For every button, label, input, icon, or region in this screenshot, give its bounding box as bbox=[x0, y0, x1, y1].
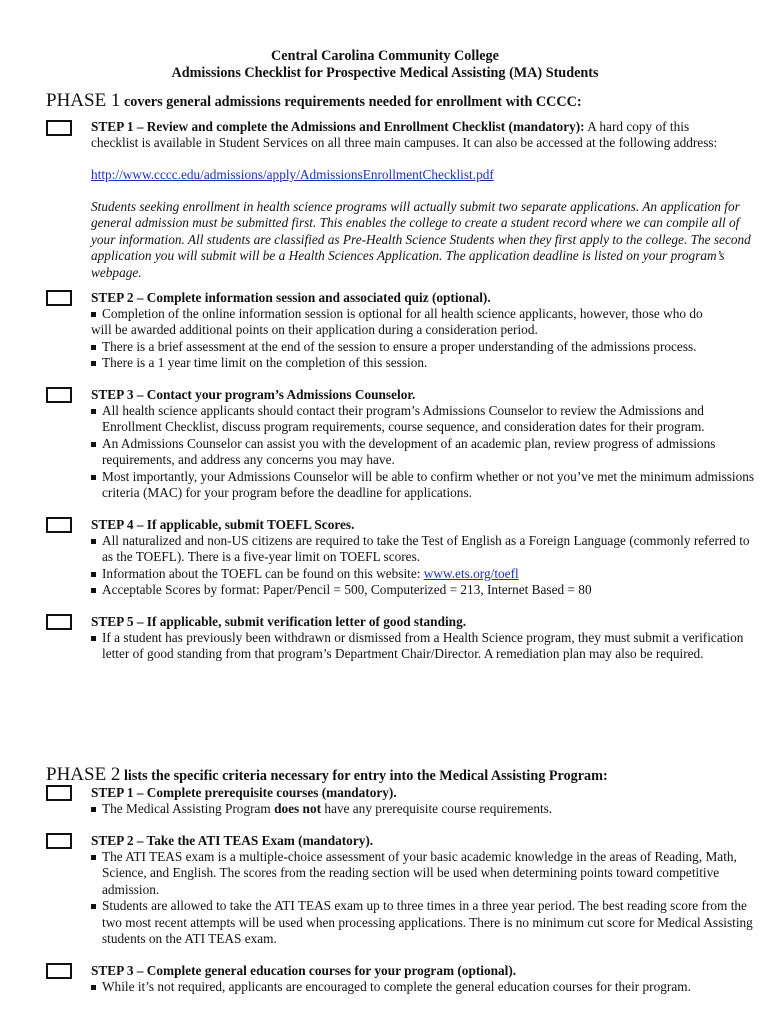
phase2-step3-bullets bbox=[91, 979, 757, 995]
phase1-step3-checkbox[interactable] bbox=[46, 387, 72, 403]
phase2-step1-checkbox[interactable] bbox=[46, 785, 72, 801]
checklist-title: Admissions Checklist for Prospective Medical Assisting (MA) Students bbox=[171, 65, 599, 81]
list-item bbox=[91, 801, 757, 817]
list-item bbox=[91, 566, 757, 582]
phase1-description: covers general admissions requirements needed for enrollment with CCCC: bbox=[123, 94, 582, 110]
list-item: Most importantly, your Admissions Counselor will be able to confirm whether or not you’ve met the minimum admissions criteria (MAC) for your program before the deadline for applications. bbox=[91, 469, 757, 502]
prereq-text-a: The Medical Assisting Program bbox=[102, 801, 271, 816]
toefl-info-text: Information about the TOEFL can be found on this website: bbox=[102, 565, 421, 581]
prereq-text-b: have any prerequisite course requirements. bbox=[324, 801, 553, 816]
phase1-step3-title: STEP 3 – Contact your program’s Admissions Counselor. bbox=[91, 387, 416, 402]
checklist-pdf-link[interactable]: http://www.cccc.edu/admissions/apply/AdmissionsEnrollmentChecklist.pdf bbox=[91, 167, 494, 182]
phase1-label: PHASE 1 bbox=[46, 90, 121, 111]
list-item: There is a 1 year time limit on the completion of this session. bbox=[91, 355, 757, 371]
phase2-step2-title: STEP 2 – Take the ATI TEAS Exam (mandatory). bbox=[91, 833, 374, 848]
phase1-step2-bullets bbox=[91, 306, 757, 372]
phase1-step3-bullets bbox=[91, 403, 757, 501]
phase2-step1-bullets bbox=[91, 801, 757, 817]
phase2-step2-heading bbox=[91, 833, 750, 849]
list-item: All health science applicants should contact their program’s Admissions Counselor to review the Admissions and Enrollment Checklist, discuss program requirements, course sequence, and consideration dates for their program. bbox=[91, 403, 757, 436]
phase2-step2-bullets bbox=[91, 849, 757, 947]
list-item: There is a brief assessment at the end of the session to ensure a proper understanding of the admissions process. bbox=[91, 339, 757, 355]
list-item: Acceptable Scores by format: Paper/Pencil = 500, Computerized = 213, Internet Based = 80 bbox=[91, 582, 757, 598]
phase1-step4-checkbox[interactable] bbox=[46, 517, 72, 533]
list-item: All naturalized and non-US citizens are required to take the Test of English as a Foreign Language (commonly referred to as the TOEFL). There is a five-year limit on TOEFL scores. bbox=[91, 533, 757, 566]
phase1-step5-checkbox[interactable] bbox=[46, 614, 72, 630]
phase2-step1-title: STEP 1 – Complete prerequisite courses (mandatory). bbox=[91, 785, 397, 800]
prereq-emphasis: does not bbox=[274, 801, 322, 816]
toefl-website-link[interactable]: www.ets.org/toefl bbox=[423, 565, 519, 581]
phase1-step4-bullets bbox=[91, 533, 757, 599]
phase1-step2-checkbox[interactable] bbox=[46, 290, 72, 306]
phase1-step1-title: STEP 1 – Review and complete the Admissions and Enrollment Checklist (mandatory): bbox=[91, 119, 585, 134]
phase1-step1-heading bbox=[91, 119, 750, 135]
phase1-step1-note: Students seeking enrollment in health science programs will actually submit two separate applications. An application for general admission must be submitted first. This enables the college to create a student record where we can compile all of your information. All students are classified as Pre-Health Science Students when they first apply to the college. The second application you will submit will be a Health Sciences Application. The application deadline is listed on your program’s webpage. bbox=[91, 199, 751, 280]
list-item-continued: will be awarded additional points on their application during a consideration period. bbox=[91, 322, 538, 338]
list-item: The ATI TEAS exam is a multiple-choice assessment of your basic academic knowledge in the areas of Reading, Math, Science, and English. The scores from the reading section will be used when determining points toward competitive admission. bbox=[91, 849, 757, 898]
phase2-label: PHASE 2 bbox=[46, 764, 121, 785]
phase1-step1-link-line bbox=[91, 167, 756, 183]
list-item: If a student has previously been withdrawn or dismissed from a Health Science program, they must submit a verification letter of good standing from that program’s Department Chair/Director. A remediation plan may also be required. bbox=[91, 630, 757, 663]
college-name: Central Carolina Community College bbox=[271, 48, 499, 64]
phase1-step2-heading bbox=[91, 290, 750, 306]
phase1-step5-heading bbox=[91, 614, 750, 630]
phase2-description: lists the specific criteria necessary for entry into the Medical Assisting Program: bbox=[123, 768, 608, 784]
phase2-step3-title: STEP 3 – Complete general education courses for your program (optional). bbox=[91, 963, 517, 978]
phase1-step3-heading bbox=[91, 387, 750, 403]
phase1-step1-checkbox[interactable] bbox=[46, 120, 72, 136]
phase2-heading bbox=[46, 764, 608, 786]
phase1-step1-text-cont: checklist is available in Student Services on all three main campuses. It can also be accessed at the following address: bbox=[91, 135, 718, 150]
list-item: Students are allowed to take the ATI TEAS exam up to three times in a three year period. The best reading score from the two most recent attempts will be used when processing applications. There is no minimum cut score for Medical Assisting students on the ATI TEAS exam. bbox=[91, 898, 757, 947]
phase1-step2-title: STEP 2 – Complete information session and associated quiz (optional). bbox=[91, 290, 491, 305]
phase1-step4-title: STEP 4 – If applicable, submit TOEFL Scores. bbox=[91, 517, 355, 532]
phase2-step3-heading bbox=[91, 963, 750, 979]
phase1-step5-bullets bbox=[91, 630, 757, 663]
phase2-step3-checkbox[interactable] bbox=[46, 963, 72, 979]
phase1-step5-title: STEP 5 – If applicable, submit verification letter of good standing. bbox=[91, 614, 467, 629]
list-item: While it’s not required, applicants are encouraged to complete the general education courses for their program. bbox=[91, 979, 757, 995]
phase1-step4-heading bbox=[91, 517, 750, 533]
phase2-step2-checkbox[interactable] bbox=[46, 833, 72, 849]
phase2-step1-heading bbox=[91, 785, 750, 801]
phase1-heading bbox=[46, 90, 582, 112]
list-item: An Admissions Counselor can assist you with the development of an academic plan, review progress of admissions requirements, and address any concerns you may have. bbox=[91, 436, 757, 469]
phase1-step1-text: A hard copy of this bbox=[587, 119, 690, 134]
list-item: Completion of the online information session is optional for all health science applicants, however, those who do bbox=[91, 306, 757, 322]
